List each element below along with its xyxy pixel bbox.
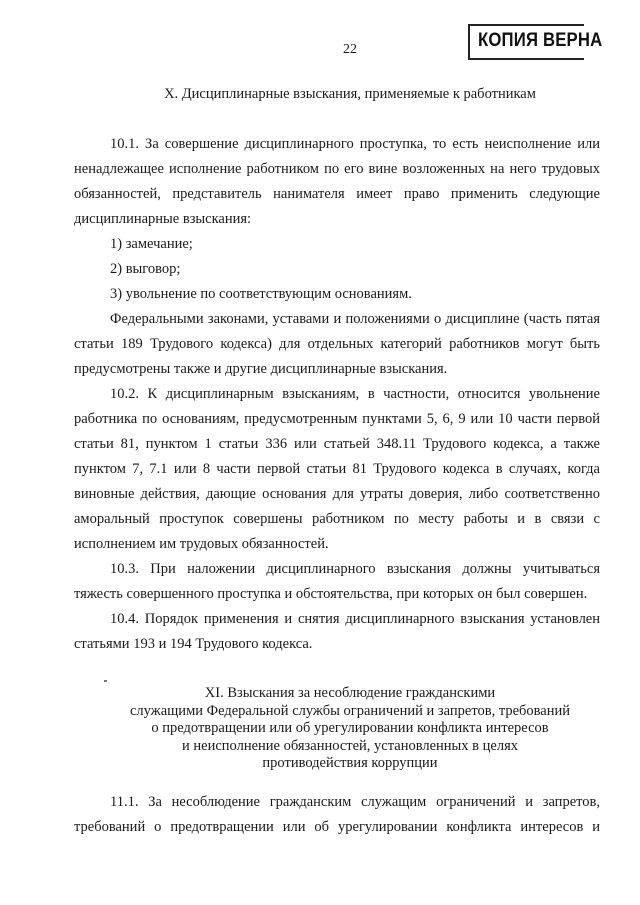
section-xi-title-line: XI. Взыскания за несоблюдение гражданскими — [204, 685, 496, 701]
list-item: 2) выговор; — [110, 261, 181, 277]
paragraph-10-2-line: статьи 81, пунктом 1 статьи 336 или статьей 348.11 Трудового кодекса, а также — [74, 436, 600, 452]
paragraph-10-4-line: статьями 193 и 194 Трудового кодекса. — [74, 636, 313, 652]
paragraph-10-2-line: работника по основаниям, предусмотренным пунктами 5, 6, 9 или 10 части первой — [74, 411, 600, 427]
section-xi-title-line: о предотвращении или об урегулировании конфликта интересов — [151, 720, 549, 736]
federal-laws-paragraph-line: статьи 189 Трудового кодекса) для отдельных категорий работников могут быть — [74, 336, 600, 352]
paragraph-10-2-line: 10.2. К дисциплинарным взысканиям, в частности, относится увольнение — [110, 386, 600, 402]
paragraph-10-4-line: 10.4. Порядок применения и снятия дисциплинарного взыскания установлен — [110, 611, 600, 627]
paragraph-10-3-line: тяжесть совершенного проступка и обстоятельства, при которых он был совершен. — [74, 586, 588, 602]
section-xi-title-line: противодействия коррупции — [262, 755, 438, 771]
paragraph-10-1-line: 10.1. За совершение дисциплинарного проступка, то есть неисполнение или — [110, 136, 600, 152]
section-xi-title — [60, 685, 640, 773]
list-item: 3) увольнение по соответствующим основаниям. — [110, 286, 412, 302]
paragraph-10-3-line: 10.3. При наложении дисциплинарного взыскания должны учитываться — [110, 561, 600, 577]
federal-laws-paragraph-line: предусмотрены также и другие дисциплинарные взыскания. — [74, 361, 448, 377]
paragraph-10-2-line: виновные действия, дающие основания для утраты доверия, либо соответственно — [74, 486, 600, 502]
federal-laws-paragraph-line: Федеральными законами, уставами и положениями о дисциплине (часть пятая — [110, 311, 600, 327]
section-xi-title-line: и неисполнение обязанностей, установленных в целях — [182, 737, 518, 754]
paragraph-10-1-line: дисциплинарные взыскания: — [74, 211, 252, 227]
paragraph-11-1-line: 11.1. За несоблюдение гражданским служащим ограничений и запретов, — [110, 794, 600, 810]
section-xi-title-line: служащими Федеральной службы ограничений и запретов, требований — [129, 702, 571, 719]
paragraph-10-1-line: ненадлежащее исполнение работником по его вине возложенных на него трудовых — [74, 161, 600, 177]
list-item: 1) замечание; — [110, 236, 193, 252]
paragraph-10-2-line: пунктом 7, 7.1 или 8 части первой статьи 81 Трудового кодекса в случаях, когда — [74, 461, 600, 477]
paragraph-10-2-line: аморальный проступок совершены работником по месту работы и в связи с — [74, 511, 600, 527]
paragraph-11-1-line: требований о предотвращении или об урегулировании конфликта интересов и — [74, 819, 600, 835]
certified-copy-stamp — [468, 24, 603, 60]
page-number: 22 — [343, 42, 357, 57]
stamp-text: КОПИЯ ВЕРНА — [478, 30, 603, 51]
scan-mark — [104, 680, 107, 682]
section-x-title: X. Дисциплинарные взыскания, применяемые к работникам — [164, 86, 536, 102]
paragraph-10-1-line: обязанностей, представитель нанимателя имеет право применить следующие — [74, 186, 600, 202]
paragraph-10-2-line: исполнением им трудовых обязанностей. — [74, 536, 329, 552]
